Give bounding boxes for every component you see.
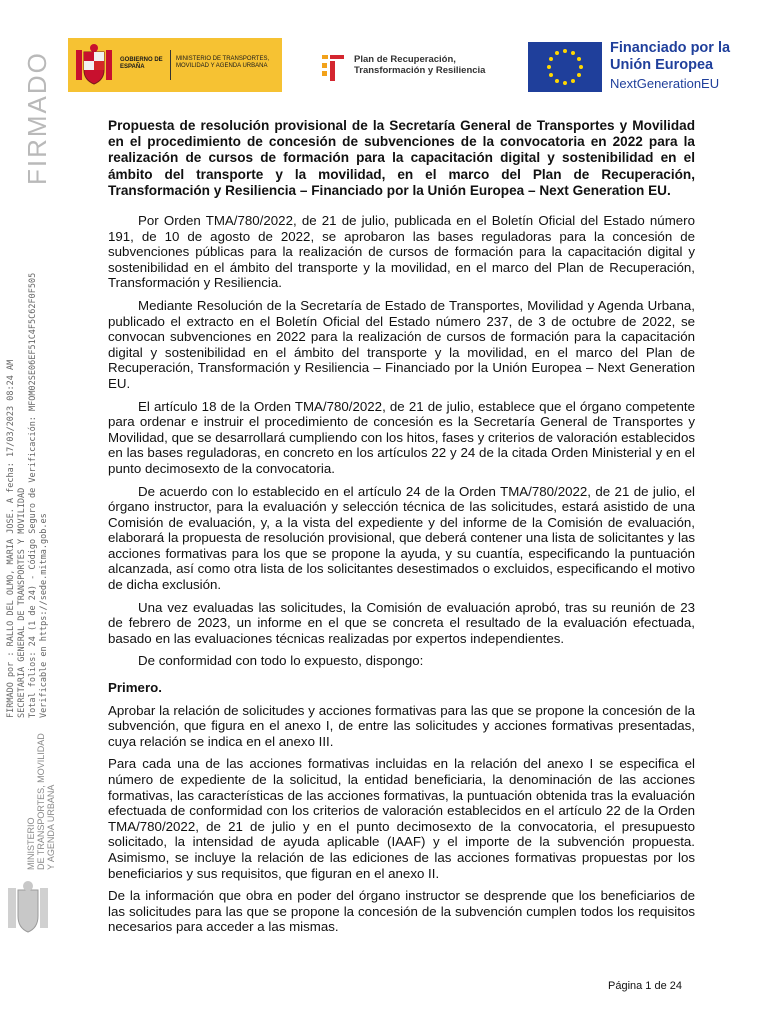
page-number: Página 1 de 24: [608, 980, 683, 992]
recovery-plan-text: Plan de Recuperación, Transformación y Resiliencia: [354, 54, 486, 76]
paragraph-4: De acuerdo con lo establecido en el artículo 24 de la Orden TMA/780/2022, de 21 de julio, el órgano instructor, para la evaluación y selección técnica de las solicitudes, estará asistido de una Comisión de evaluación, y, a la vista del expediente y del informe de la Comisión de evaluación, elaborará la propuesta de resolución provisional, que deberá contener una lista de solicitantes y las acciones formativas para los que se propone la ayuda, y su cuantía, especificando la puntuación alcanzada, así como otra lista de los solicitantes desestimados o excluidos, especificando el motivo de dicha exclusión.: [108, 483, 695, 593]
gobierno-text: GOBIERNO DE ESPAÑA: [120, 57, 163, 70]
signature-line-3: Total folios: 24 (1 de 24) - Código Seguro de Verificación: MFOM02SE06EF51C4F5C62F0F505: [28, 272, 38, 718]
spain-coat-of-arms-icon: [76, 44, 112, 86]
recovery-plan-logo-icon: [318, 53, 354, 83]
section-heading: Primero.: [108, 680, 162, 696]
signature-line-1: FIRMADO por : RALLO DEL OLMO, MARIA JOSE. A fecha: 17/03/2023 08:24 AM: [6, 359, 16, 718]
coat-of-arms-icon: [6, 880, 50, 940]
eu-funded-text: Financiado por la Unión Europea: [610, 40, 731, 73]
firmado-stamp: FIRMADO: [22, 51, 52, 185]
gobierno-logo: [68, 38, 282, 92]
eu-flag-icon: [528, 42, 602, 92]
paragraph-2: Mediante Resolución de la Secretaría de Estado de Transportes, Movilidad y Agenda Urbana, publicado el extracto en el Boletín Oficial del Estado número 237, de 3 de octubre de 2022, se convocan subvenciones en 2022 para la realización de cursos de formación para la capacitación digital y sostenibilidad en el ámbito del transporte y la movilidad, en el marco del Plan de Recuperación, Transformación y Resiliencia – Financiado por la Unión Europea – Next Generation EU.: [108, 297, 695, 391]
document-body: [108, 118, 695, 942]
paragraph-8: Para cada una de las acciones formativas incluidas en la relación del anexo I se especifica el número de expediente de la solicitud, la entidad beneficiaria, la denominación de las acciones formativas, las características de las acciones formativas, la puntuación obtenida tras la evaluación efectuada de conformidad con los criterios de valoración establecidos en el artículo 22 de la Orden TMA/780/2022, de 21 de julio y en el punto decimosexto de la convocatoria, el presupuesto solicitado, la intensidad de ayuda aplicable (IAAF) y el importe de la subvención propuesta. Asimismo, se incluye la relación de las ediciones de las acciones formativas propuestas por los beneficiarios y sus requisitos, que figuran en el anexo II.: [108, 756, 695, 881]
document-title: Propuesta de resolución provisional de la Secretaría General de Transportes y Movilidad en el procedimiento de concesión de subvenciones de la convocatoria en 2022 para la realización de cursos de formación para la capacitación digital y sostenibilidad en el ámbito del transporte y la movilidad, en el marco del Plan de Recuperación, Transformación y Resiliencia – Financiado por la Unión Europea – Next Generation EU.: [108, 118, 695, 198]
side-ministry-line-3: Y AGENDA URBANA: [46, 784, 56, 870]
signature-line-2: SECRETARIA GENERAL DE TRANSPORTES Y MOVILIDAD: [17, 487, 27, 718]
paragraph-9: De la información que obra en poder del órgano instructor se desprende que los beneficiarios de las solicitudes para las que se propone la concesión de la subvención cumplen todos los requisitos necesarios para acceder a las mismas.: [108, 888, 695, 935]
paragraph-3: El artículo 18 de la Orden TMA/780/2022, de 21 de julio, establece que el órgano competente para ordenar e instruir el procedimiento de concesión es la Secretaría General de Transportes y Movilidad, que se desarrollará cumpliendo con los hitos, fases y criterios de valoración establecidos en las bases reguladoras, en concreto en los artículos 22 y 24 de la citada Orden Ministerial y en el punto decimosexto de la convocatoria.: [108, 398, 695, 476]
paragraph-7: Aprobar la relación de solicitudes y acciones formativas para las que se propone la concesión de la subvención, que figura en el anexo I, de entre las solicitudes y acciones formativas presentadas, cuya relación se indica en el anexo III.: [108, 702, 695, 749]
next-generation-eu-text: NextGenerationEU: [610, 76, 720, 91]
paragraph-1: Por Orden TMA/780/2022, de 21 de julio, publicada en el Boletín Oficial del Estado número 191, de 10 de agosto de 2022, se aprobaron las bases reguladoras para la concesión de subvenciones públicas para la realización de cursos de formación para la capacitación digital y sostenibilidad en el ámbito del transporte y la movilidad, en el marco del Plan de Recuperación, Transformación y Resiliencia.: [108, 213, 695, 291]
logo-divider: [170, 50, 171, 80]
side-ministry-line-2: DE TRANSPORTES, MOVILIDAD: [36, 733, 46, 870]
paragraph-6: De conformidad con todo lo expuesto, dispongo:: [138, 653, 424, 669]
header-logos: [66, 38, 746, 94]
side-ministry-line-1: MINISTERIO: [26, 817, 36, 870]
signature-strip: [0, 0, 56, 1024]
ministerio-text: MINISTERIO DE TRANSPORTES, MOVILIDAD Y AGENDA URBANA: [176, 56, 270, 69]
paragraph-5: Una vez evaluadas las solicitudes, la Comisión de evaluación aprobó, tras su reunión de 23 de febrero de 2023, un informe en el que se concreta el resultado de la evaluación efectuada, basado en las evaluaciones técnicas realizadas por expertos independientes.: [108, 599, 695, 646]
signature-line-4: Verificable en https://sede.mitma.gob.es: [39, 513, 49, 718]
